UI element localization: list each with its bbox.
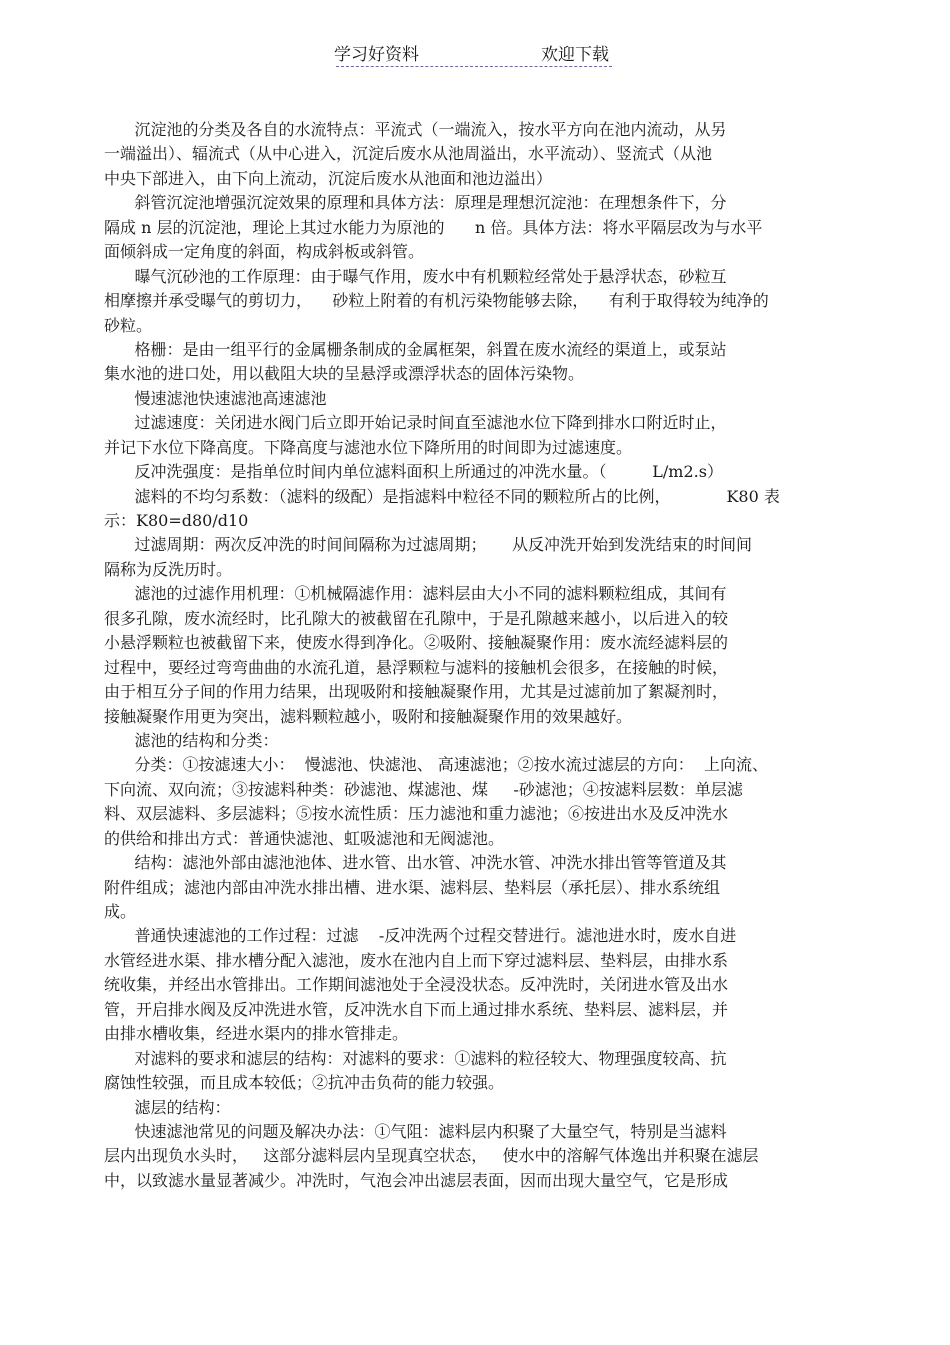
text-line: 水管经进水渠、排水槽分配入滤池，废水在池内自上而下穿过滤料层、垫料层，由排水系 (104, 950, 729, 970)
text-line: 由于相互分子间的作用力结果，出现吸附和接触凝聚作用，尤其是过滤前加了絮凝剂时， (104, 682, 729, 702)
text-line: 分类：①按滤速大小： 慢滤池、快滤池、 高速滤池；②按水流过滤层的方向： 上向流、 (104, 755, 768, 775)
text-line: 层内出现负水头时， 这部分滤料层内呈现真空状态， 使水中的溶解气体逸出并积聚在滤层 (104, 1146, 759, 1166)
header-left-text: 学习好资料 (334, 45, 419, 65)
text-line: 一端溢出）、辐流式（从中心进入，沉淀后废水从池周溢出，水平流动）、竖流式（从池 (104, 144, 713, 164)
text-line: 普通快速滤池的工作过程：过滤 -反冲洗两个过程交替进行。滤池进水时，废水自进 (104, 926, 737, 946)
text-line: 滤池的过滤作用机理：①机械隔滤作用：滤料层由大小不同的滤料颗粒组成，其间有 (104, 584, 727, 604)
text-line: 沉淀池的分类及各自的水流特点：平流式（一端流入，按水平方向在池内流动，从另 (104, 120, 727, 139)
text-line: 曝气沉砂池的工作原理：由于曝气作用，废水中有机颗粒经常处于悬浮状态，砂粒互 (104, 266, 727, 286)
text-line: 过程中，要经过弯弯曲曲的水流孔道，悬浮颗粒与滤料的接触机会很多，在接触的时候， (104, 657, 729, 677)
text-line: 腐蚀性较强，而且成本较低；②抗冲击负荷的能力较强。 (104, 1073, 505, 1093)
text-line: 滤池的结构和分类： (104, 730, 279, 750)
text-line: 斜管沉淀池增强沉淀效果的原理和具体方法：原理是理想沉淀池：在理想条件下，分 (104, 193, 727, 213)
text-line: 集水池的进口处，用以截阻大块的呈悬浮或漂浮状态的固体污染物。 (104, 364, 585, 384)
text-line: 中，以致滤水量显著减少。冲洗时，气泡会冲出滤层表面，因而出现大量空气，它是形成 (104, 1170, 729, 1190)
text-line: 过滤速度：关闭进水阀门后立即开始记录时间直至滤池水位下降到排水口附近时止， (104, 413, 727, 433)
text-line: 并记下水位下降高度。下降高度与滤池水位下降所用的时间即为过滤速度。 (104, 437, 633, 457)
page-header (0, 40, 950, 70)
text-line: 面倾斜成一定角度的斜面，构成斜板或斜管。 (104, 242, 425, 262)
text-line: 快速滤池常见的问题及解决办法：①气阻：滤料层内积聚了大量空气，特别是当滤料 (104, 1121, 727, 1141)
text-line: 的供给和排出方式：普通快滤池、虹吸滤池和无阀滤池。 (104, 828, 505, 848)
text-line: 很多孔隙，废水流经时，比孔隙大的被截留在孔隙中，于是孔隙越来越小，以后进入的较 (104, 608, 729, 628)
text-line: 成。 (104, 902, 137, 921)
text-line: 格栅：是由一组平行的金属栅条制成的金属框架，斜置在废水流经的渠道上，或泵站 (104, 339, 727, 359)
text-line: 附件组成；滤池内部由冲洗水排出槽、进水渠、滤料层、垫料层（承托层）、排水系统组 (104, 877, 721, 897)
text-line: 对滤料的要求和滤层的结构：对滤料的要求：①滤料的粒径较大、物理强度较高、抗 (104, 1048, 727, 1068)
text-line: 相摩擦并承受曝气的剪切力， 砂粒上附着的有机污染物能够去除， 有利于取得较为纯净的 (104, 291, 769, 311)
text-line: 砂粒。 (104, 315, 153, 335)
header-right-text: 欢迎下载 (541, 45, 609, 65)
text-line: 结构：滤池外部由滤池池体、进水管、出水管、冲洗水管、冲洗水排出管等管道及其 (104, 853, 727, 873)
header-rule (336, 66, 612, 67)
text-line: 接触凝聚作用更为突出，滤料颗粒越小，吸附和接触凝聚作用的效果越好。 (104, 706, 633, 726)
text-line: 下向流、双向流；③按滤料种类：砂滤池、煤滤池、煤 -砂滤池；④按滤料层数：单层滤 (104, 779, 743, 799)
text-line: 管，开启排水阀及反冲洗进水管，反冲洗水自下而上通过排水系统、垫料层、滤料层，并 (104, 999, 729, 1019)
text-line: 滤料的不均匀系数：（滤料的级配）是指滤料中粒径不同的颗粒所占的比例， K80 表 (104, 486, 780, 506)
text-line: 示：K80=d80/d10 (104, 511, 249, 530)
text-line: 小悬浮颗粒也被截留下来，使废水得到净化。②吸附、接触凝聚作用：废水流经滤料层的 (104, 633, 729, 653)
text-line: 慢速滤池快速滤池高速滤池 (104, 388, 327, 408)
text-line: 料、双层滤料、多层滤料；⑤按水流性质：压力滤池和重力滤池；⑥按进出水及反冲洗水 (104, 804, 729, 824)
text-line: 由排水槽收集，经进水渠内的排水管排走。 (104, 1024, 409, 1044)
text-line: 滤层的结构： (104, 1097, 231, 1117)
text-line: 中央下部进入，由下向上流动，沉淀后废水从池面和池边溢出） (104, 168, 553, 188)
text-line: 隔成 n 层的沉淀池，理论上其过水能力为原池的 n 倍。具体方法：将水平隔层改为与水平 (104, 217, 763, 237)
text-line: 反冲洗强度：是指单位时间内单位滤料面积上所通过的冲洗水量。（ L/m2.s） (104, 462, 723, 482)
text-line: 隔称为反洗历时。 (104, 559, 233, 579)
text-line: 统收集，并经出水管排出。工作期间滤池处于全浸没状态。反冲洗时，关闭进水管及出水 (104, 975, 729, 995)
text-line: 过滤周期：两次反冲洗的时间间隔称为过滤周期； 从反冲洗开始到发洗结束的时间间 (104, 535, 752, 555)
document-body (104, 118, 849, 1193)
